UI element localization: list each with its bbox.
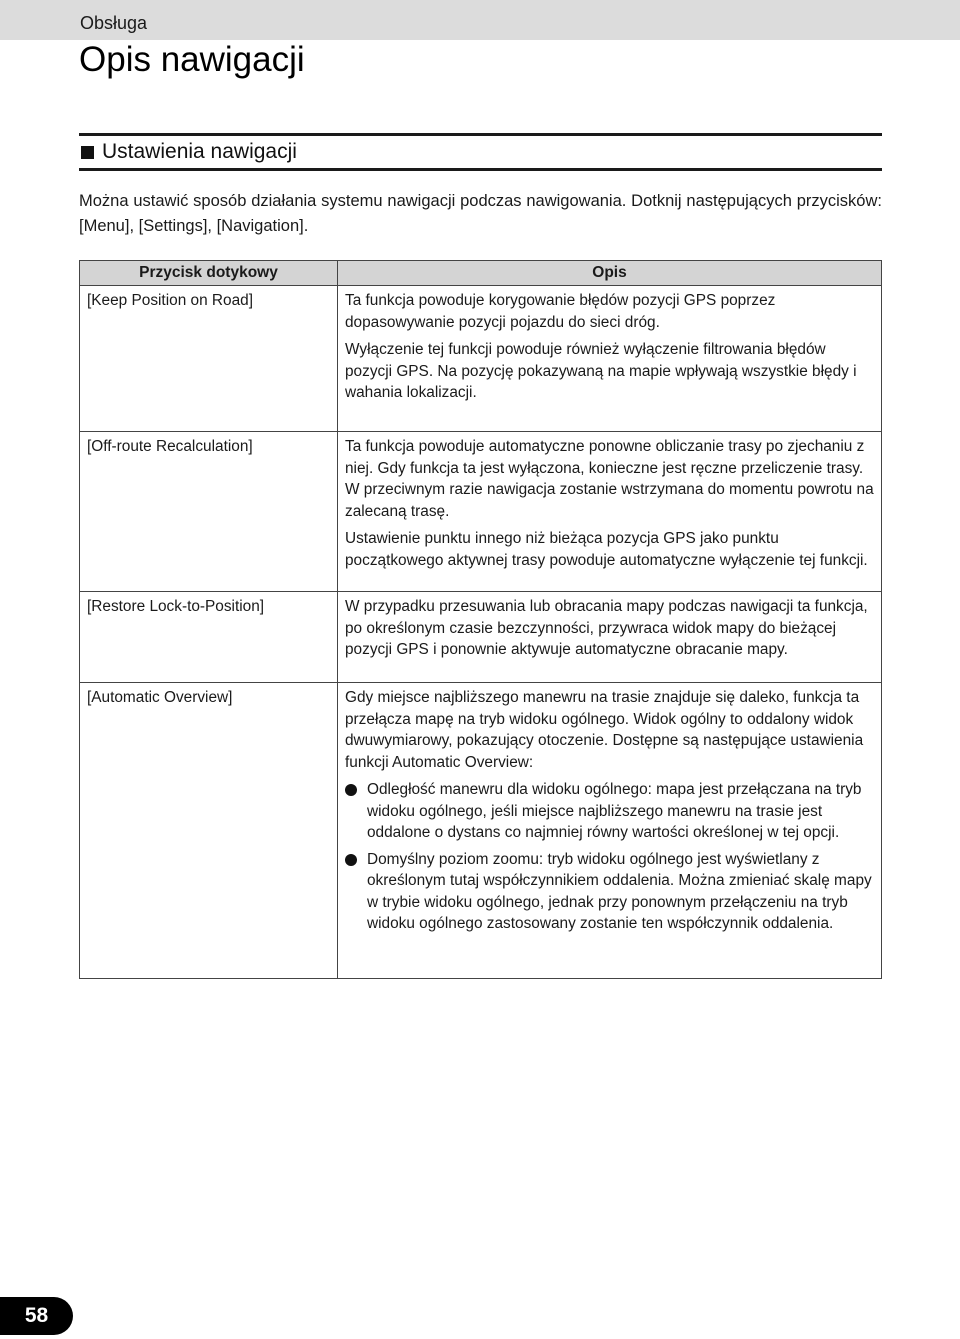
description-cell bbox=[338, 286, 882, 432]
settings-table bbox=[79, 260, 882, 979]
description-paragraph: Ta funkcja powoduje automatyczne ponowne obliczanie trasy po zjechaniu z niej. Gdy funkcja ta jest wyłączona, konieczne jest ręczne przeliczenie trasy. W przeciwnym razie nawigacja zostanie wstrzymana do momentu powrotu na zalecaną trasę. bbox=[345, 438, 874, 520]
table-row bbox=[80, 432, 882, 592]
table-row bbox=[80, 683, 882, 979]
button-name: [Automatic Overview] bbox=[80, 683, 338, 979]
description-paragraph: Wyłączenie tej funkcji powoduje również wyłączenie filtrowania błędów pozycji GPS. Na pozycję pokazywaną na mapie wpływają wszystkie błędy i wahania lokalizacji. bbox=[345, 341, 857, 401]
section-label: Obsługa bbox=[80, 13, 148, 33]
header-button: Przycisk dotykowy bbox=[80, 261, 338, 286]
intro-paragraph: Można ustawić sposób działania systemu nawigacji podczas nawigowania. Dotknij następujących przycisków: [Menu], [Settings], [Navigation]. bbox=[79, 192, 882, 235]
description-cell bbox=[338, 432, 882, 592]
list-item bbox=[345, 779, 875, 844]
list-item-text: Odległość manewru dla widoku ogólnego: mapa jest przełączana na tryb widoku ogólnego, jeśli miejsce najbliższego manewru na trasie jest oddalone o dystans co najmniej równy wartości określonej w tej opcji. bbox=[367, 781, 862, 841]
table-row bbox=[80, 592, 882, 683]
bullet-icon bbox=[345, 784, 357, 796]
header-description: Opis bbox=[338, 261, 882, 286]
bullet-icon bbox=[345, 854, 357, 866]
description-paragraph: Gdy miejsce najbliższego manewru na trasie znajduje się daleko, funkcja ta przełącza mapę na tryb widoku ogólnego. Widok ogólny to oddalony widok dwuwymiarowy, pokazujący otoczenie. Dostępne są następujące ustawienia funkcji Automatic Overview: bbox=[345, 689, 864, 771]
square-bullet-icon bbox=[81, 146, 94, 159]
description-cell bbox=[338, 592, 882, 683]
bullet-list bbox=[345, 779, 875, 935]
description-paragraph: Ta funkcja powoduje korygowanie błędów pozycji GPS poprzez dopasowywanie pozycji pojazdu do sieci dróg. bbox=[345, 292, 776, 331]
button-name: [Restore Lock-to-Position] bbox=[80, 592, 338, 683]
button-name: [Off-route Recalculation] bbox=[80, 432, 338, 592]
page-title: Opis nawigacji bbox=[79, 40, 305, 79]
subheading bbox=[79, 133, 882, 171]
description-paragraph: W przypadku przesuwania lub obracania mapy podczas nawigacji ta funkcja, po określonym czasie bezczynności, przywraca widok mapy do bieżącej pozycji GPS i ponownie aktywuje automatyczne obracanie mapy. bbox=[345, 598, 868, 658]
button-name: [Keep Position on Road] bbox=[80, 286, 338, 432]
subheading-text: Ustawienia nawigacji bbox=[102, 140, 297, 163]
list-item-text: Domyślny poziom zoomu: tryb widoku ogólnego jest wyświetlany z określonym tutaj współczynnikiem oddalenia. Można zmieniać skalę mapy w trybie widoku ogólnego, jednak przy ponownym przełączeniu na tryb widoku ogólnego zastosowany zostanie ten współczynnik oddalenia. bbox=[367, 850, 872, 932]
description-paragraph: Ustawienie punktu innego niż bieżąca pozycja GPS jako punktu początkowego aktywnej trasy powoduje automatyczne wyłączenie tej funkcji. bbox=[345, 530, 868, 569]
page-number: 58 bbox=[0, 1297, 73, 1335]
table-row bbox=[80, 286, 882, 432]
description-cell bbox=[338, 683, 882, 979]
list-item bbox=[345, 849, 875, 935]
table-header-row bbox=[80, 261, 882, 286]
